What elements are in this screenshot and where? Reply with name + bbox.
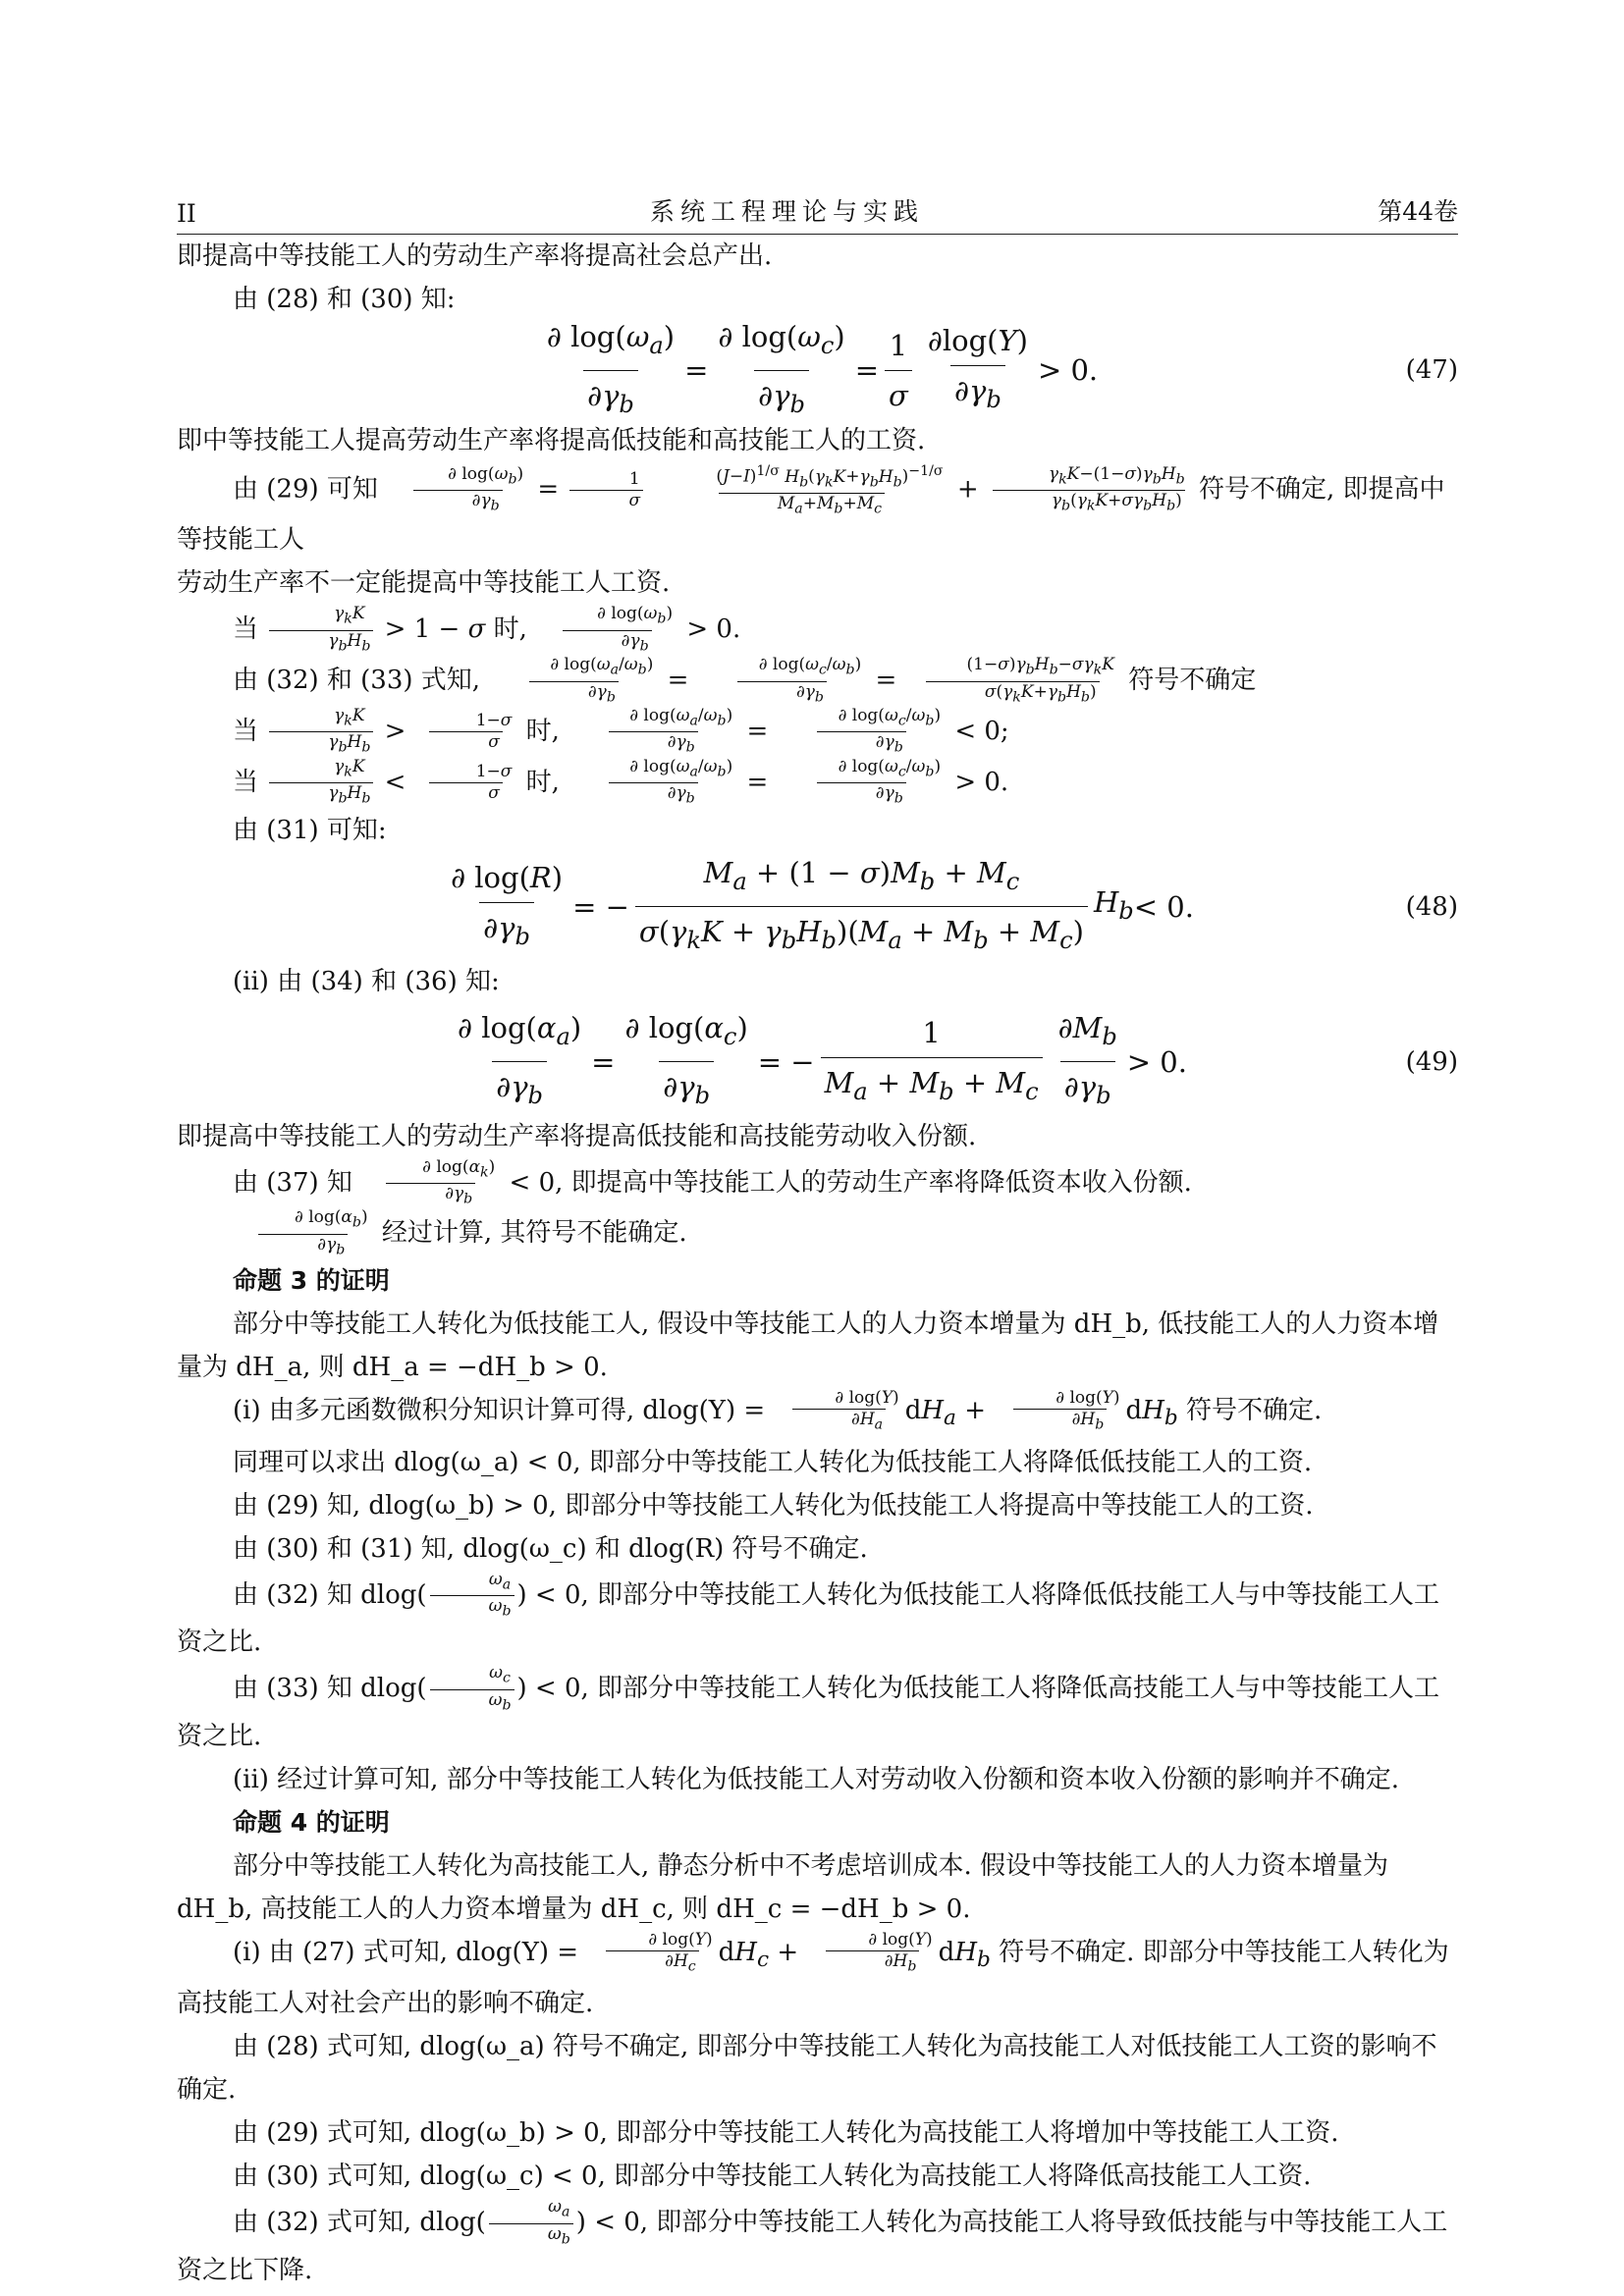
paragraph: 由 (30) 式可知, dlog(ω_c) < 0, 即部分中等技能工人转化为高技能工人将降低高技能工人工资. [233,2162,1312,2192]
paragraph: 即中等技能工人提高劳动生产率将提高低技能和高技能工人的工资. [177,426,926,455]
paragraph: 由 (29) 知, dlog(ω_b) > 0, 即部分中等技能工人转化为低技能工人将提高中等技能工人的工资. [233,1490,1314,1521]
body-text [177,235,1458,2292]
paragraph: 由 (32) 知 dlog( $\frac{\omega_a}{\omega_b}$ ) < 0, 即部分中等技能工人转化为低技能工人将降低低技能工人与中等技能工人工资之比. [177,1569,1440,1658]
volume-label: 第44卷 [1378,197,1458,226]
paragraph: (ii) 由 (34) 和 (36) 知: [233,966,500,996]
paragraph: (i) 由 (27) 式可知, dlog(Y) = $\frac{\partial \log(Y)}{\partial H_c}$ $dH_c$ + $\frac{\partial \log(Y)}{\partial H_b}$ $dH_b$ 符号不确定. 即部分中等技能工人转化为高技能工人对社会产出的影响不确定. [177,1930,1449,2019]
paragraph: (ii) 经过计算可知, 部分中等技能工人转化为低技能工人对劳动收入份额和资本收入份额的影响并不确定. [233,1765,1399,1795]
equation-number: (48) [1405,891,1458,922]
paragraph: (i) 由多元函数微积分知识计算可得, dlog(Y) = $\frac{\partial \log(Y)}{\partial H_a}$ $dH_a$ + $\frac{\partial \log(Y)}{\partial H_b}$ $dH_b$ 符号不确定. [233,1388,1323,1433]
paragraph: 当 $\frac{\gamma_kK}{\gamma_bH_b}$ > 1 − σ 时, $\frac{\partial \log(\omega_b)}{\partial\gamma_b}$ > 0. [233,604,741,655]
paragraph: 由 (33) 知 dlog( $\frac{\omega_c}{\omega_b}$ ) < 0, 即部分中等技能工人转化为低技能工人将降低高技能工人与中等技能工人工资之比. [177,1663,1440,1752]
paragraph: 即提高中等技能工人的劳动生产率将提高低技能和高技能劳动收入份额. [177,1121,977,1151]
running-header [177,192,1458,235]
paragraph: 由 (28) 和 (30) 知: [233,285,456,314]
equation-number: (47) [1405,355,1458,385]
equation-48: $\frac{\partial \log(R)}{\partial\gamma_b}$ = − $\frac{M_a + (1 - \sigma)M_b + M_c}{\sigma(\gamma_kK + \gamma_bH_b)(M_a + M_b + M_c)}$ $H_b$ < 0. (48) [177,858,1458,956]
equation-47: $\frac{\partial \log(\omega_a)}{\partial\gamma_b}$ = $\frac{\partial \log(\omega_c)}{\partial\gamma_b}$ = $\frac{1}{\sigma}$ $\frac{\partial\log(Y)}{\partial\gamma_b}$ > 0. (47) [177,325,1458,415]
journal-title: 系统工程理论与实践 [649,197,924,226]
paragraph: 由 (29) 式可知, dlog(ω_b) > 0, 即部分中等技能工人转化为高技能工人将增加中等技能工人工资. [233,2118,1339,2149]
equation-49: $\frac{\partial \log(\alpha_a)}{\partial\gamma_b}$ = $\frac{\partial \log(\alpha_c)}{\partial\gamma_b}$ = − $\frac{1}{M_a + M_b + M_c}$ $\frac{\partial M_b}{\partial\gamma_b}$ > 0. (49) [177,1013,1458,1111]
paragraph: $\frac{\partial \log(\alpha_b)}{\partial\gamma_b}$ 经过计算, 其符号不能确定. [177,1208,1458,1259]
section-heading: 命题 4 的证明 [233,1808,390,1838]
page [177,192,1458,2292]
equation-number: (49) [1405,1046,1458,1077]
paragraph: 同理可以求出 dlog(ω_a) < 0, 即部分中等技能工人转化为低技能工人将降低低技能工人的工资. [233,1447,1313,1477]
paragraph: 由 (30) 和 (31) 知, dlog(ω_c) 和 dlog(R) 符号不确定. [233,1533,868,1564]
paragraph: 由 (29) 可知 $\frac{\partial \log(\omega_b)}{\partial\gamma_b}$ = $\frac{1}{\sigma}$ $\frac{(J-I)^{1/\sigma} H_b(\gamma_kK+\gamma_bH_b)^{-1/\sigma}}{M_a+M_b+M_c}$ + $\frac{\gamma_kK-(1-\sigma)\gamma_bH_b}{\gamma_b(\gamma_kK+\sigma\gamma_bH_b)}$ 符号不确定, 即提高中等技能工人 [177,463,1445,556]
paragraph: 由 (32) 式可知, dlog( $\frac{\omega_a}{\omega_b}$ ) < 0, 即部分中等技能工人转化为高技能工人将导致低技能与中等技能工人工资之比下降. [177,2197,1448,2286]
paragraph: 劳动生产率不一定能提高中等技能工人工资. [177,568,671,599]
paragraph: 部分中等技能工人转化为高技能工人, 静态分析中不考虑培训成本. 假设中等技能工人的人力资本增量为 dH_b, 高技能工人的人力资本增量为 dH_c, 则 dH_c = −dH_b > 0. [177,1851,1389,1925]
paragraph: 部分中等技能工人转化为低技能工人, 假设中等技能工人的人力资本增量为 dH_b, 低技能工人的人力资本增量为 dH_a, 则 dH_a = −dH_b > 0. [177,1309,1439,1383]
page-number: II [177,199,196,228]
paragraph: 即提高中等技能工人的劳动生产率将提高社会总产出. [177,241,773,271]
paragraph: 由 (37) 知 $\frac{\partial \log(\alpha_k)}{\partial\gamma_b}$ < 0, 即提高中等技能工人的劳动生产率将降低资本收入份额. [233,1156,1192,1207]
paragraph: 当 $\frac{\gamma_kK}{\gamma_bH_b}$ > $\frac{1-\sigma}{\sigma}$ 时, $\frac{\partial \log(\omega_a/\omega_b)}{\partial\gamma_b}$ = $\frac{\partial \log(\omega_c/\omega_b)}{\partial\gamma_b}$ < 0; [233,706,1009,756]
paragraph: 由 (32) 和 (33) 式知, $\frac{\partial \log(\omega_a/\omega_b)}{\partial\gamma_b}$ = $\frac{\partial \log(\omega_c/\omega_b)}{\partial\gamma_b}$ = $\frac{(1-\sigma)\gamma_bH_b-\sigma\gamma_kK}{\sigma(\gamma_kK+\gamma_bH_b)}$ 符号不确定 [233,655,1257,705]
section-heading: 命题 3 的证明 [233,1266,390,1296]
paragraph: 由 (28) 式可知, dlog(ω_a) 符号不确定, 即部分中等技能工人转化为高技能工人对低技能工人工资的影响不确定. [177,2032,1437,2106]
paragraph: 当 $\frac{\gamma_kK}{\gamma_bH_b}$ < $\frac{1-\sigma}{\sigma}$ 时, $\frac{\partial \log(\omega_a/\omega_b)}{\partial\gamma_b}$ = $\frac{\partial \log(\omega_c/\omega_b)}{\partial\gamma_b}$ > 0. [233,756,1009,807]
paragraph: 由 (31) 可知: [233,815,387,845]
